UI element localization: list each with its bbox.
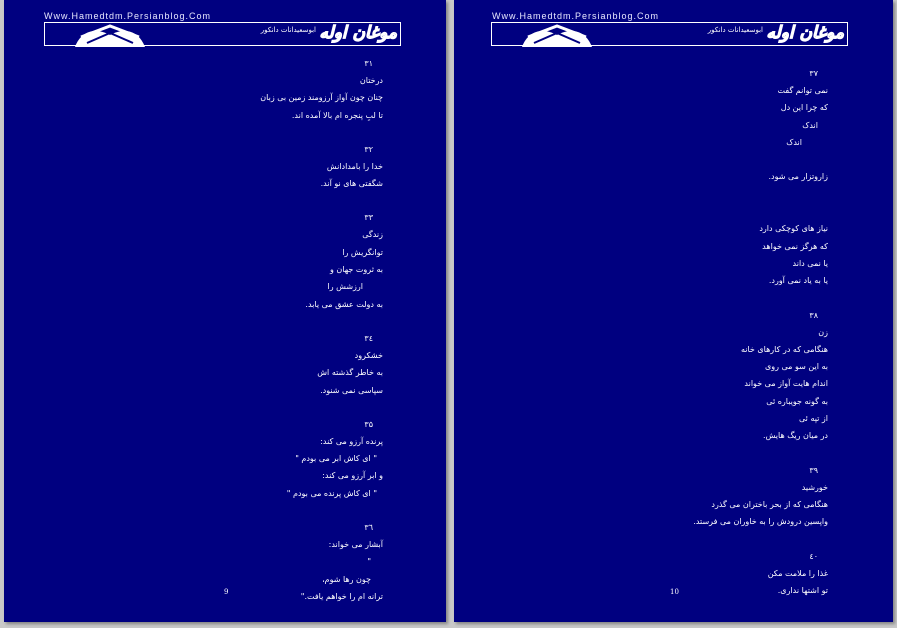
poem-number: ۳٦ — [364, 523, 373, 533]
poem-line: " ای کاش ابر می بودم " — [295, 454, 377, 464]
poem-stanza — [454, 307, 828, 445]
poem-stanza — [454, 548, 828, 600]
poem-line: به خاطر گذشته اش — [317, 368, 383, 378]
poem-line — [454, 151, 828, 168]
poem-line — [454, 186, 828, 203]
poem-line: ارزشش را — [327, 282, 363, 292]
header-subtitle: ابوسعیدانات دانکور — [260, 26, 316, 34]
header-subtitle: ابوسعیدانات دانکور — [707, 26, 763, 34]
poem-line: اندام هایت آواز می خواند — [744, 379, 828, 389]
poem-line: به این سو می روی — [764, 362, 828, 372]
poem-line: سپاسی نمی شنود. — [320, 385, 383, 395]
poem-line: یا نمی داند — [792, 258, 828, 268]
poem-list — [454, 65, 893, 616]
header-title: موغان اوله — [766, 23, 844, 43]
site-url: Www.Hamedtdm.Persianblog.Com — [492, 11, 660, 21]
poem-number: ۳۷ — [809, 69, 818, 78]
poem-line: تا لبِ پنجره ام بالا آمده اند. — [291, 110, 383, 120]
site-url: Www.Hamedtdm.Persianblog.Com — [44, 11, 212, 21]
poem-line: زندگی — [362, 230, 383, 240]
poem-line: یا به یاد نمی آورد. — [768, 276, 828, 286]
poem-line: خورشید — [801, 482, 828, 492]
poem-line: زاروتزار می شود. — [768, 172, 828, 182]
poem-stanza — [454, 65, 828, 290]
poem-line: به ثروت جهان و — [330, 265, 383, 275]
poem-list — [4, 55, 446, 622]
poem-stanza — [4, 519, 383, 605]
page-number: 9 — [224, 588, 229, 596]
poem-line: که چرا این دل — [780, 103, 828, 113]
poem-number: ۳۳ — [364, 213, 373, 223]
poem-line: به دولت عشق می یابد. — [305, 299, 383, 309]
poem-line: غذا را ملامت مکن — [767, 568, 828, 578]
poem-line: در میان ریگ هایش. — [763, 431, 828, 441]
poem-line: اندک — [786, 137, 802, 147]
page-number: 10 — [670, 588, 679, 596]
poem-line: تو اشتها نداری. — [777, 585, 828, 595]
poem-stanza — [4, 209, 383, 312]
poem-line: درختان — [359, 76, 383, 85]
open-book-logo-icon — [518, 21, 596, 47]
poem-line: خشکرود — [354, 350, 383, 360]
poem-line: که هرگز نمی خواهد — [762, 241, 828, 251]
poem-stanza — [4, 330, 383, 399]
page-9 — [4, 0, 446, 622]
poem-line: نمی توانم گفت — [777, 86, 828, 95]
poem-line: پرنده آرزو می کند: — [320, 436, 383, 446]
poem-line: هنگامی که از بحر باختران می گذرد — [711, 499, 828, 509]
poem-line: چنان چون آواز آرزومند زمین بی زبان — [260, 93, 383, 103]
poem-line: خدا را بامدادانش — [326, 161, 383, 171]
poem-line: شگفتی های نو آند. — [320, 179, 383, 189]
poem-line: به گونه جویباره ئی — [766, 396, 828, 406]
poem-line: آبشار می خواند: — [328, 540, 383, 550]
poem-stanza — [4, 141, 383, 193]
poem-line — [454, 203, 828, 220]
header-title: موغان اوله — [319, 23, 397, 43]
poem-line: زن — [818, 327, 828, 337]
page-header — [44, 22, 401, 46]
poem-stanza — [4, 416, 383, 502]
poem-number: ۳۱ — [364, 59, 373, 68]
poem-number: ۳٤ — [364, 333, 373, 343]
poem-number: ۳۵ — [364, 419, 373, 429]
poem-line: هنگامی که در کارهای خانه — [740, 344, 828, 354]
poem-line: " ای کاش پرنده می بودم " — [286, 488, 377, 498]
poem-number: ۳۲ — [364, 144, 373, 154]
poem-stanza — [4, 55, 383, 124]
poem-line: و ابر آرزو می کند: — [322, 471, 383, 481]
poem-line: نیاز های کوچکی دارد — [759, 224, 828, 234]
page-header — [491, 22, 848, 46]
open-book-logo-icon — [71, 21, 149, 47]
poem-number: ۳۹ — [809, 465, 818, 475]
poem-line: توانگریش را — [342, 247, 383, 257]
poem-line: چون رها شوم، — [322, 574, 371, 584]
poem-stanza — [454, 462, 828, 531]
poem-line: از تپه ئی — [799, 414, 828, 424]
poem-line: ترانه ام را خواهم یافت." — [300, 591, 383, 601]
poem-number: ۳۸ — [809, 310, 818, 320]
poem-line: اندک — [802, 120, 818, 130]
poem-number: ٤٠ — [809, 551, 818, 561]
poem-line: واپسین درودش را به خاوران می فرستد. — [693, 517, 828, 527]
poem-line: " — [367, 557, 371, 567]
page-10 — [454, 0, 893, 622]
